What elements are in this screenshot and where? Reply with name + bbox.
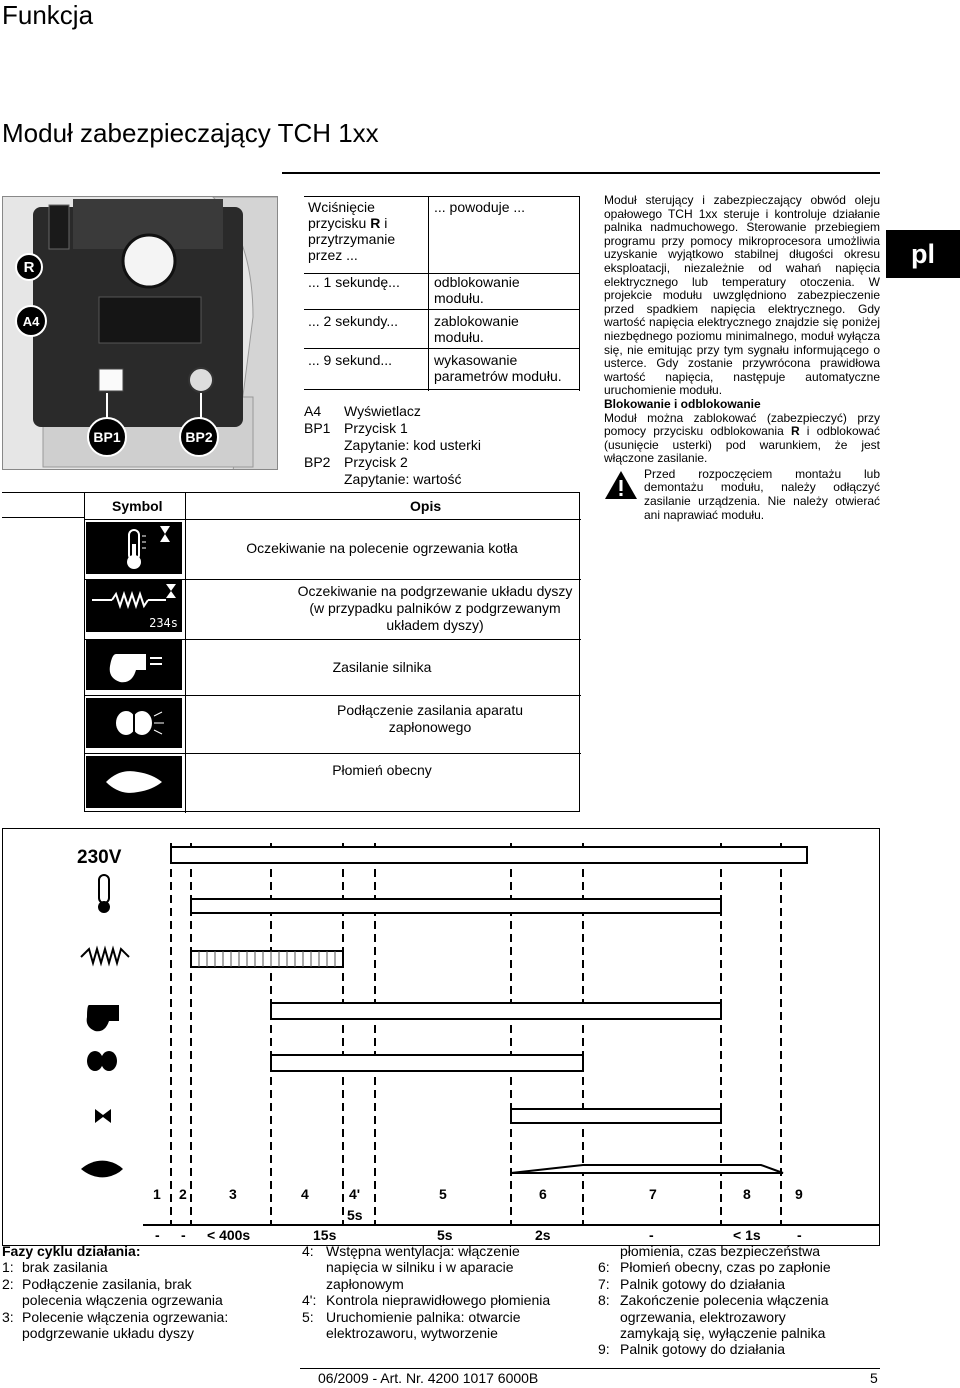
description-text <box>604 194 880 522</box>
module-photo <box>2 196 278 470</box>
title-rule <box>282 172 880 174</box>
phases-legend-col3: płomienia, czas bezpieczeństwa 6: Płomień obecny, czas po zapłonie 7: Palnik gotowy do działania 8: Zakończenie polecenia włączenia ogrzewania, elektrozawory zamykają się, wyłączenie palnika 9: Palnik gotowy do działania <box>598 1243 831 1358</box>
press-row-3-right: wykasowanie parametrów modułu. <box>434 352 562 384</box>
press-table <box>304 196 580 390</box>
prevent-flame-duration: 5s <box>347 1207 363 1223</box>
phases-legend-col1: Fazy cyklu działania: 1: brak zasilania 2: Podłączenie zasilania, brak polecenia włączenia ogrzewania 3: Polecenie włączenia ogrzewania: podgrzewanie układu dyszy <box>2 1243 292 1341</box>
label-bp1: BP1 <box>87 417 127 457</box>
warning-note: Przed rozpoczęciem montażu lub demontażu modułu, należy odłączyć zasilanie urządzenia. Nie należy otwierać ani naprawiać modułu. <box>604 468 880 522</box>
press-row-3-left: ... 9 sekund... <box>308 352 393 368</box>
symbol-desc-4: Podłączenie zasilania aparatu zapłonowego <box>336 702 523 735</box>
phase-durations: - - < 400s 15s 5s 2s - < 1s - <box>155 1227 802 1243</box>
language-tab: pl <box>886 230 960 278</box>
lock-unlock-paragraph: Moduł można zablokować (zabezpieczyć) przy pomocy przycisku odblokowania R i odblokować (usunięcie usterki) pod warunkiem, że jest włączone zasilanie. <box>604 410 880 466</box>
phases-title: Fazy cyklu działania: <box>2 1243 141 1259</box>
press-head-right: ... powoduje ... <box>434 199 526 215</box>
label-a4: A4 <box>15 305 47 337</box>
footer-doc-number: 06/2009 - Art. Nr. 4200 1017 6000B <box>318 1370 539 1386</box>
warning-icon <box>604 470 638 504</box>
chart-valve-icon <box>95 1109 111 1123</box>
symbol-desc-1: Oczekiwanie na polecenie ogrzewania kotła <box>246 540 518 556</box>
footer-rule <box>300 1368 880 1369</box>
symbol-column-header: Symbol <box>112 498 163 514</box>
symbol-desc-5: Płomień obecny <box>332 762 432 778</box>
nozzle-heater-icon <box>86 580 182 632</box>
symbol-desc-3: Zasilanie silnika <box>332 659 432 675</box>
chart-ignition-icon <box>87 1051 103 1071</box>
label-r: R <box>15 253 43 281</box>
description-paragraph: Moduł sterujący i zabezpieczający obwód oleju opałowego TCH 1xx steruje i kontroluje działanie palnika nadmuchowego. Sterowanie przebiegiem programu przy pomocy mikroprocesora umożliwia uzyskanie wyjątkowo stabilnej długości okresu eksploatacji, niezależnie od wahań napięcia elektrycznego lub temperatury otoczenia. W projekcie modułu uwzględniono zabezpieczenie przed spadkiem napięcia elektrycznego. Gdy wartość napięcia elektrycznego znajdzie się poniżej niezbędnego poziomu minimalnego, moduł wyłącza się, nie emitując przy tym sygnału informującego o usterce. Gdy zostanie przywrócona prawidłowa wartość napięcia, następuje automatyczne uruchomienie modułu. <box>604 193 880 398</box>
heater-timer-readout: 234s <box>149 616 178 630</box>
page-title: Moduł zabezpieczający TCH 1xx <box>2 118 379 148</box>
press-row-2-right: zablokowanie modułu. <box>434 313 519 345</box>
chart-flame-icon <box>81 1161 123 1178</box>
timing-chart <box>2 828 880 1246</box>
press-row-1-right: odblokowanie modułu. <box>434 274 520 306</box>
module-illustration <box>3 197 278 470</box>
ignition-icon <box>86 698 182 748</box>
label-bp2: BP2 <box>179 417 219 457</box>
phase-numbers: 1 2 3 4 4' 5 6 7 8 9 <box>153 1186 803 1202</box>
chart-fan-icon <box>87 1005 119 1031</box>
section-title: Funkcja <box>2 0 94 30</box>
thermometer-icon <box>86 522 182 574</box>
press-head-left: Wciśnięcie przycisku R i przytrzymanie przez ... <box>308 199 396 263</box>
symbol-desc-2: Oczekiwanie na podgrzewanie układu dyszy (w przypadku palników z podgrzewanym układem dyszy) <box>297 583 573 633</box>
press-row-2-left: ... 2 sekundy... <box>308 313 399 329</box>
page-number: 5 <box>870 1370 878 1386</box>
flame-icon <box>86 756 182 808</box>
lock-unlock-heading: Blokowanie i odblokowanie <box>604 396 761 411</box>
press-row-1-left: ... 1 sekundę... <box>308 274 400 290</box>
chart-nozzle-heater-icon <box>81 949 129 963</box>
photo-legend: A4 Wyświetlacz BP1 Przycisk 1 Zapytanie: kod usterki BP2 Przycisk 2 Zapytanie: wartość <box>304 403 481 487</box>
fan-motor-icon <box>86 640 182 690</box>
chart-thermometer-icon <box>98 875 110 913</box>
voltage-label: 230V <box>77 847 122 868</box>
phases-legend-col2: 4: Wstępna wentylacja: włączenie napięcia w silniku i w aparacie zapłonowym 4': Kontrola nieprawidłowego płomienia 5: Uruchomienie palnika: otwarcie elektrozaworu, wytworzenie <box>302 1243 551 1341</box>
opis-column-header: Opis <box>410 498 442 514</box>
